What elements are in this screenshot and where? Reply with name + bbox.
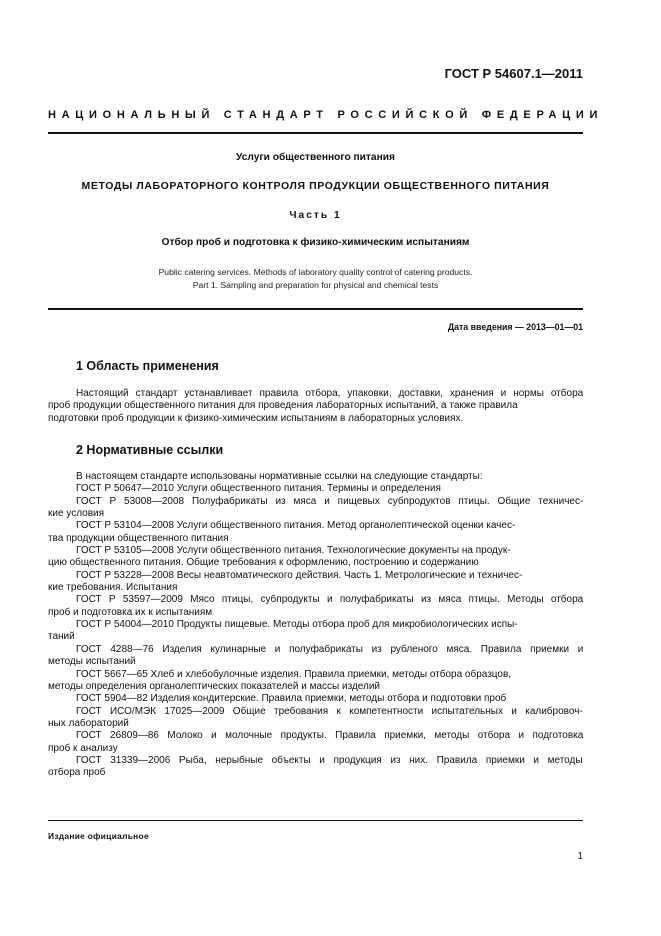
title-rule xyxy=(48,308,583,310)
references-list xyxy=(48,471,583,780)
section-1-line: проб продукции общественного питания для проведения лабораторных испытаний, а также правила xyxy=(48,400,518,412)
reference-line: ГОСТ 31339—2006 Рыба, нерыбные объекты и продукция из них. Правила приемки и методы xyxy=(76,754,583,766)
reference-line: проб к анализу xyxy=(48,742,118,754)
part-label: Часть 1 xyxy=(289,210,342,221)
reference-line: таний xyxy=(48,631,75,643)
english-title-1: Public catering services. Methods of laboratory quality control of catering products. xyxy=(158,267,473,277)
reference-line: ГОСТ Р 54004—2010 Продукты пищевые. Методы отбора проб для микробиологических испы- xyxy=(76,619,518,631)
reference-line: отбора проб xyxy=(48,767,106,779)
reference-line: ГОСТ Р 53597—2009 Мясо птицы, субпродукты и полуфабрикаты из мяса птицы. Методы отбора xyxy=(76,594,584,606)
title-line-1: Услуги общественного питания xyxy=(236,152,395,163)
reference-line: методы испытаний xyxy=(48,656,136,668)
section-1-text xyxy=(48,388,583,425)
reference-line: кие условия xyxy=(48,508,105,520)
reference-line: ГОСТ 26809—86 Молоко и молочные продукты. Правила приемки, методы отбора и подготовка xyxy=(76,730,584,742)
reference-line: ГОСТ 5904—82 Изделия кондитерские. Правила приемки, методы отбора и подготовки проб xyxy=(76,693,507,705)
reference-line: цию общественного питания. Общие требования к оформлению, построению и содержанию xyxy=(48,557,479,569)
section-1-line: Настоящий стандарт устанавливает правила отбора, упаковки, доставки, хранения и нормы отбора xyxy=(76,388,584,399)
section-2-heading: 2 Нормативные ссылки xyxy=(76,443,224,457)
english-title-2: Part 1. Sampling and preparation for physical and chemical tests xyxy=(192,280,439,290)
reference-line: ГОСТ 5667—65 Хлеб и хлебобулочные изделия. Правила приемки, методы отбора образцов, xyxy=(76,668,512,680)
reference-line: ГОСТ Р 50647—2010 Услуги общественного питания. Термины и определения xyxy=(76,483,441,495)
national-standard-title: НАЦИОНАЛЬНЫЙ СТАНДАРТ РОССИЙСКОЙ ФЕДЕРАЦИИ xyxy=(48,109,604,121)
edition-label: Издание официальное xyxy=(48,831,149,841)
document-code: ГОСТ Р 54607.1—2011 xyxy=(444,66,583,81)
intro-date: Дата введения — 2013—01—01 xyxy=(447,322,583,332)
reference-line: тва продукции общественного питания xyxy=(48,532,229,544)
page-number: 1 xyxy=(577,851,583,862)
section-1-heading: 1 Область применения xyxy=(76,359,219,373)
section-1-line: подготовки проб продукции к физико-химическим испытаниям в лабораторных условиях. xyxy=(48,412,464,424)
header-rule xyxy=(48,132,583,134)
reference-line: методы определения органолептических показателей и массы изделий xyxy=(48,680,381,692)
reference-line: ГОСТ Р 53105—2008 Услуги общественного питания. Технологические документы на продук- xyxy=(76,545,511,557)
title-line-2: МЕТОДЫ ЛАБОРАТОРНОГО КОНТРОЛЯ ПРОДУКЦИИ ОБЩЕСТВЕННОГО ПИТАНИЯ xyxy=(81,180,550,192)
reference-line: В настоящем стандарте использованы нормативные ссылки на следующие стандарты: xyxy=(76,471,483,482)
footer-rule xyxy=(48,820,583,821)
reference-line: кие требования. Испытания xyxy=(48,582,178,594)
reference-line: ГОСТ Р 53104—2008 Услуги общественного питания. Метод органолептической оценки качес- xyxy=(76,520,516,532)
reference-line: ГОСТ Р 53228—2008 Весы неавтоматического действия. Часть 1. Метрологические и техничес- xyxy=(76,569,523,581)
reference-line: ГОСТ Р 53008—2008 Полуфабрикаты из мяса и пищевых субпродуктов птицы. Общие техничес- xyxy=(76,495,584,507)
reference-line: ных лабораторий xyxy=(48,717,129,729)
reference-line: ГОСТ ИСО/МЭК 17025—2009 Общие требования к компетентности испытательных и калибровоч- xyxy=(76,705,583,717)
reference-line: ГОСТ 4288—76 Изделия кулинарные и полуфабрикаты из рубленого мяса. Правила приемки и xyxy=(76,643,584,655)
reference-line: проб и подготовка их к испытаниям xyxy=(48,606,213,618)
subtitle: Отбор проб и подготовка к физико-химическим испытаниям xyxy=(161,237,470,248)
